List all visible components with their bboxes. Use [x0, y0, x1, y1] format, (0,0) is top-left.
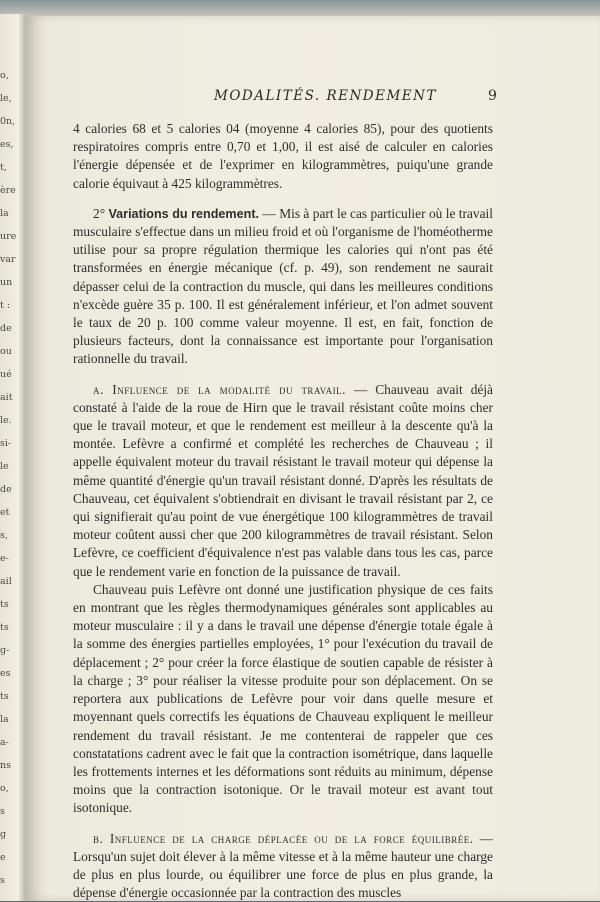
facing-page-fragment: a- — [0, 737, 9, 748]
facing-page-fragment: s, — [0, 530, 8, 541]
facing-page-fragment: le, — [0, 93, 12, 104]
facing-page-fragment: es — [0, 668, 11, 679]
facing-page-fragment: es, — [0, 139, 14, 150]
paragraph-2-text: — Mis à part le cas particulier où le travail musculaire s'effectue dans un milieu froid et où l'organisme de l'homéotherme utilise pour sa propre régulation thermique les calories qui n'ont pas été transformées en énergie mécanique (cf. p. 49), son rendement ne saurait dépasser celui de la contraction du muscle, qui dans les meilleures conditions n'excède guère 35 p. 100. Il est généralement inférieur, et l'on admet souvent le taux de 20 p. 100 comme valeur moyenne. Il est, en fait, fonction de plusieurs facteurs, dont la connaissance est importante pour l'organisation rationnelle du travail. — [73, 205, 493, 367]
facing-page-fragment: ts — [0, 599, 9, 610]
facing-page-fragment: g- — [0, 645, 10, 656]
facing-page-fragment: ait — [0, 392, 13, 403]
page-number: 9 — [488, 88, 497, 104]
facing-page-fragment: un — [0, 277, 13, 288]
section-number: 2° — [93, 205, 109, 221]
facing-page-fragment: et — [0, 507, 10, 518]
paragraph-3 — [73, 381, 493, 581]
facing-page-fragment: ts — [0, 622, 9, 633]
paragraph-5-text: — Lorsqu'un sujet doit élever à la même vitesse et à la même hauteur une charge de plus en plus lourde, ou équilibrer une force de plus en plus grande, la dépense d'énergie occasionnée par la contraction des muscles — [73, 830, 493, 901]
facing-page-fragment: le — [0, 461, 9, 472]
facing-page-fragment: ail — [0, 576, 12, 587]
facing-page-fragment: s — [0, 875, 5, 886]
facing-page-fragment: o, — [0, 783, 9, 794]
book-page — [26, 16, 600, 901]
facing-page-fragment: ué — [0, 369, 12, 380]
facing-page-fragment: si- — [0, 438, 12, 449]
paragraph-2 — [73, 205, 493, 369]
facing-page-fragment: o, — [0, 70, 9, 81]
facing-page-fragment: ts — [0, 691, 9, 702]
page-header — [26, 88, 600, 108]
facing-page-fragment: var — [0, 254, 16, 265]
subsection-heading-beta: β. Influence de la charge déplacée ou de la force équilibrée. — [93, 830, 474, 846]
running-head: MODALITÉS. RENDEMENT — [214, 88, 437, 104]
facing-page-fragment: de — [0, 323, 12, 334]
facing-page-edge — [0, 14, 26, 901]
facing-page-fragment: e- — [0, 553, 9, 564]
facing-page-fragment: ure — [0, 231, 17, 242]
facing-page-fragment: ns — [0, 760, 11, 771]
facing-page-fragment: ou — [0, 346, 12, 357]
paragraph-3-text: — Chauveau avait déjà constaté à l'aide de la roue de Hirn que le travail résistant coûte moins cher que le travail moteur, et que le rendement est meilleur à la descente qu'à la montée. Lefèvre a confirmé et complété les recherches de Chauveau ; il appelle équivalent moteur du travail résistant le travail moteur qui dépense la même quantité d'énergie qu'un travail résistant donné. D'après les résultats de Chauveau, cet équivalent s'obtiendrait en divisant le travail résistant par 2, ce qui signifierait qu'au point de vue énergétique 100 kilogrammètres de travail moteur coûtent aussi cher que 200 kilogrammètres de travail résistant. Selon Lefèvre, ce coefficient d'équivalence n'est pas valable dans tous les cas, parce que le rendement varie en fonction de la puissance de travail. — [73, 381, 493, 579]
paragraph-5 — [73, 830, 493, 902]
facing-page-fragment: s — [0, 806, 5, 817]
facing-page-fragment: la — [0, 714, 9, 725]
facing-page-fragment: de — [0, 484, 12, 495]
facing-page-fragment: 0n, — [0, 116, 16, 127]
facing-page-fragment: la — [0, 208, 9, 219]
facing-page-fragment: t : — [0, 300, 11, 311]
facing-page-fragment: g — [0, 829, 7, 840]
section-heading: Variations du rendement. — [108, 206, 260, 221]
subsection-heading-alpha: α. Influence de la modalité du travail. — [93, 381, 346, 397]
facing-page-fragment: t, — [0, 162, 7, 173]
paragraph-1: 4 calories 68 et 5 calories 04 (moyenne 4 calories 85), pour des quotients respiratoires compris entre 0,70 et 1,00, il est aisé de calculer en calories l'énergie dépensée et de l'exprimer en kilogrammètres, puiqu'une grande calorie équivaut à 425 kilogrammètres. — [73, 121, 493, 191]
facing-page-fragment: le. — [0, 415, 12, 426]
paragraph-4: Chauveau puis Lefèvre ont donné une justification physique de ces faits en montrant que les règles thermodynamiques générales sont applicables au moteur musculaire : il y a dans le travail une dépense d'énergie totale égale à la somme des énergies partielles employées, 1° pour l'exécution du travail de déplacement ; 2° pour créer la force élastique de soutien capable de résister à la charge ; 3° pour réaliser la vitesse produite pour son déplacement. On se reportera aux publications de Lefèvre pour voir dans quelle mesure et moyennant quels correctifs les équations de Chauveau expliquent le meilleur rendement du travail résistant. Je me contenterai de rappeler que ces constatations cadrent avec le fait que la contraction isométrique, dans laquelle les frottements internes et les déformations sont réduits au minimum, dépense moins que la contraction isotonique. Or le travail moteur est avant tout isotonique. — [73, 581, 493, 816]
facing-page-fragment: e — [0, 852, 6, 863]
facing-page-fragment: ère — [0, 185, 16, 196]
page-body — [73, 120, 493, 902]
